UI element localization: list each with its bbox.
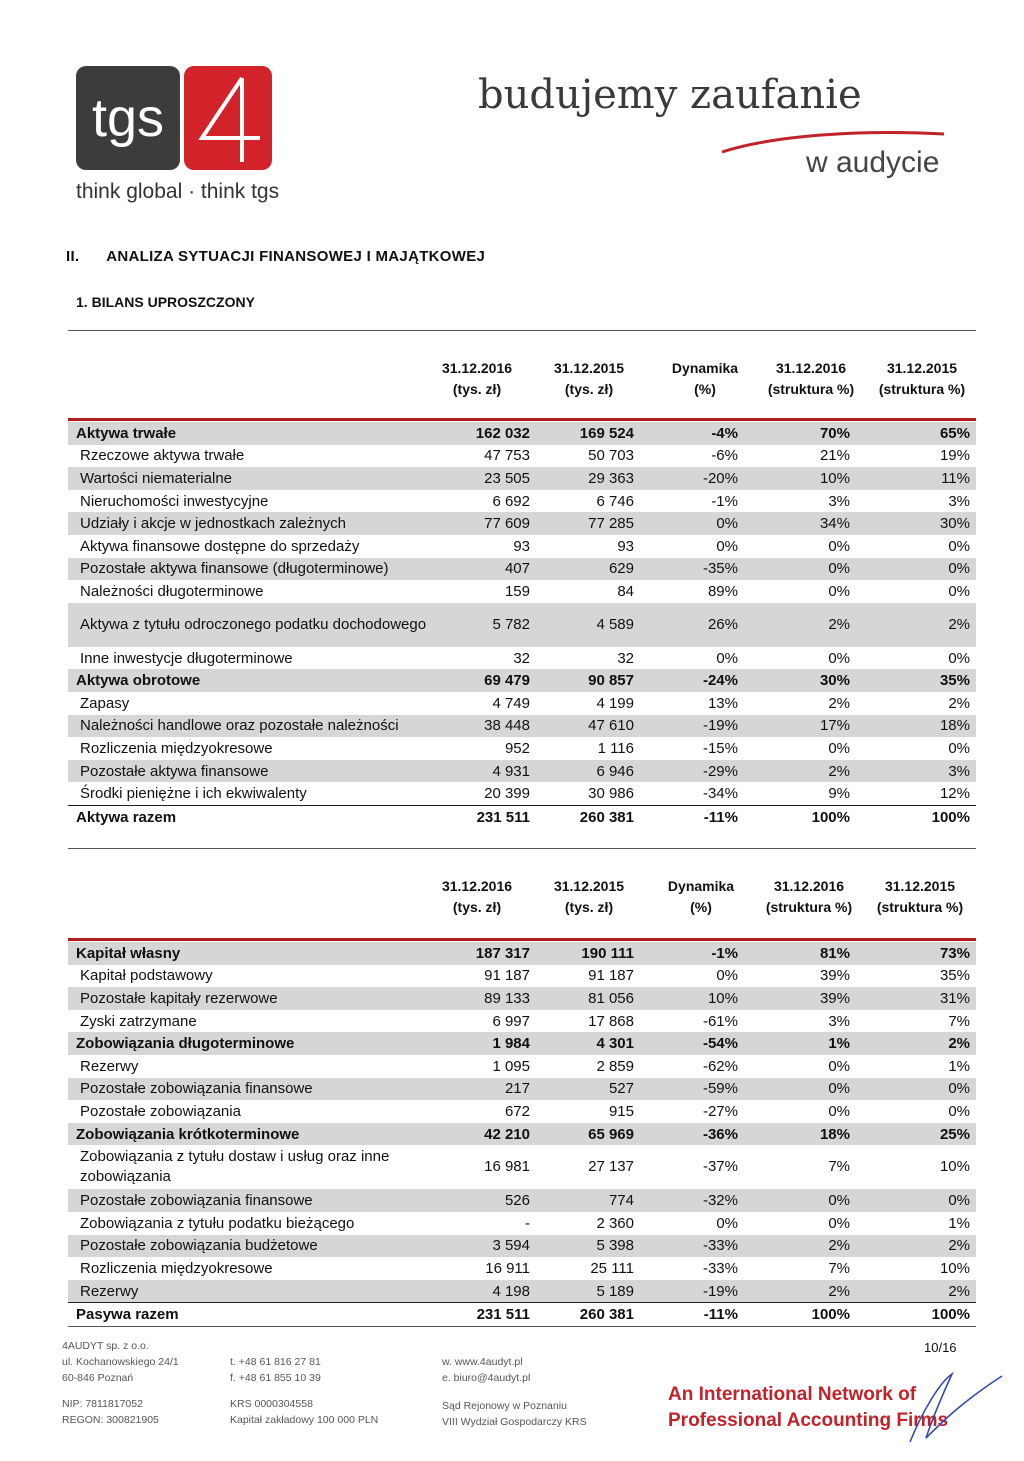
row-value: 18% bbox=[744, 1123, 856, 1146]
row-label: Zyski zatrzymane bbox=[80, 1012, 197, 1030]
row-value: 16 981 bbox=[484, 1158, 530, 1176]
table-row bbox=[68, 1145, 976, 1189]
row-value: 31% bbox=[856, 987, 976, 1010]
row-value: -32% bbox=[640, 1189, 744, 1212]
footer-divider bbox=[68, 1326, 976, 1327]
row-value: 73% bbox=[856, 942, 976, 965]
row-value: 20 399 bbox=[484, 785, 530, 803]
row-value: 30 986 bbox=[588, 785, 634, 803]
row-value: 0% bbox=[948, 739, 970, 757]
row-value: 0% bbox=[948, 649, 970, 667]
row-value: 0% bbox=[828, 649, 850, 667]
signature-icon bbox=[892, 1362, 1012, 1452]
footer-phone: t. +48 61 816 27 81 f. +48 61 855 10 39 bbox=[230, 1356, 321, 1384]
row-label: Wartości niematerialne bbox=[68, 467, 446, 490]
column-header: 31.12.2016 (tys. zł) bbox=[441, 878, 513, 915]
table-row bbox=[68, 805, 976, 828]
row-label: Rezerwy bbox=[80, 1057, 139, 1075]
row-value: 77 609 bbox=[446, 512, 536, 535]
row-value: 0% bbox=[716, 967, 738, 985]
row-value: 6 746 bbox=[596, 492, 634, 510]
logo-four-box bbox=[184, 66, 272, 170]
slogan: budujemy zaufanie bbox=[478, 72, 862, 118]
row-value: 11% bbox=[856, 467, 976, 490]
row-value: 81 056 bbox=[536, 987, 640, 1010]
slogan-subtitle: w audycie bbox=[806, 146, 940, 179]
assets-table bbox=[68, 422, 976, 829]
row-value: 2% bbox=[744, 760, 856, 783]
row-value: 3% bbox=[828, 1012, 850, 1030]
row-label: Aktywa finansowe dostępne do sprzedaży bbox=[80, 537, 360, 555]
row-value: -19% bbox=[640, 1280, 744, 1303]
row-value: 0% bbox=[948, 537, 970, 555]
table-row bbox=[68, 580, 976, 603]
row-value: -33% bbox=[702, 1259, 738, 1277]
tgs4-logo bbox=[76, 66, 272, 178]
table-row bbox=[68, 1055, 976, 1078]
row-value: -37% bbox=[702, 1158, 738, 1176]
row-value: 4 589 bbox=[536, 603, 640, 647]
footer-court: Sąd Rejonowy w Poznaniu VIII Wydział Gospodarczy KRS bbox=[442, 1400, 587, 1428]
footer-company: 4AUDYT sp. z o.o. ul. Kochanowskiego 24/1 60-846 Poznań bbox=[62, 1340, 179, 1384]
row-value: 30% bbox=[856, 512, 976, 535]
table-row bbox=[68, 490, 976, 513]
row-value: 34% bbox=[744, 512, 856, 535]
row-value: 527 bbox=[536, 1078, 640, 1101]
row-value: 5 189 bbox=[536, 1280, 640, 1303]
row-value: 65 969 bbox=[536, 1123, 640, 1146]
table-row bbox=[68, 647, 976, 670]
row-value: 39% bbox=[819, 967, 850, 985]
row-value: 2% bbox=[856, 1235, 976, 1258]
row-value: -36% bbox=[640, 1123, 744, 1146]
row-value: 91 187 bbox=[588, 967, 634, 985]
section-number: II. bbox=[66, 248, 80, 265]
table-row bbox=[68, 558, 976, 581]
table-row bbox=[68, 1257, 976, 1280]
row-label: Aktywa razem bbox=[68, 805, 446, 828]
row-value: 2% bbox=[744, 1280, 856, 1303]
logo-tgs-box bbox=[76, 66, 180, 170]
column-header: 31.12.2015 (tys. zł) bbox=[553, 360, 625, 397]
row-value: 0% bbox=[828, 1057, 850, 1075]
row-value: 1 116 bbox=[597, 739, 634, 757]
row-label: Inne inwestycje długoterminowe bbox=[80, 649, 293, 667]
row-value: 3% bbox=[856, 760, 976, 783]
row-label: Kapitał własny bbox=[68, 942, 446, 965]
row-value: 4 199 bbox=[596, 694, 634, 712]
row-value: 5 398 bbox=[536, 1235, 640, 1258]
table-row bbox=[68, 987, 976, 1010]
section-heading bbox=[66, 248, 485, 265]
row-value: 10% bbox=[939, 1158, 970, 1176]
row-value: 2% bbox=[856, 1032, 976, 1055]
row-value: 7% bbox=[828, 1259, 850, 1277]
row-value: 0% bbox=[828, 739, 850, 757]
row-value: 169 524 bbox=[536, 422, 640, 445]
row-value: 0% bbox=[828, 582, 850, 600]
row-value: -61% bbox=[702, 1012, 738, 1030]
row-value: 187 317 bbox=[446, 942, 536, 965]
row-value: 47 753 bbox=[484, 447, 530, 465]
row-value: 162 032 bbox=[446, 422, 536, 445]
row-value: 4 931 bbox=[446, 760, 536, 783]
row-value: 1% bbox=[948, 1214, 970, 1232]
row-value: 12% bbox=[939, 785, 970, 803]
table-row bbox=[68, 603, 976, 647]
table-row bbox=[68, 760, 976, 783]
row-value: 4 301 bbox=[536, 1032, 640, 1055]
row-value: 0% bbox=[828, 537, 850, 555]
row-value: -27% bbox=[702, 1102, 738, 1120]
column-header: 31.12.2015 (struktura %) bbox=[876, 878, 964, 915]
row-label: Pozostałe kapitały rezerwowe bbox=[68, 987, 446, 1010]
row-value: 21% bbox=[819, 447, 850, 465]
row-value: 260 381 bbox=[536, 1303, 640, 1326]
row-value: 30% bbox=[744, 669, 856, 692]
row-value: 3 594 bbox=[446, 1235, 536, 1258]
table-row bbox=[68, 1189, 976, 1212]
row-label: Aktywa obrotowe bbox=[68, 669, 446, 692]
row-value: -33% bbox=[640, 1235, 744, 1258]
row-value: -15% bbox=[702, 739, 738, 757]
row-value: 2 360 bbox=[596, 1214, 634, 1232]
row-label: Zobowiązania z tytułu podatku bieżącego bbox=[80, 1214, 355, 1232]
row-label: Pozostałe zobowiązania budżetowe bbox=[68, 1235, 446, 1258]
row-value: -59% bbox=[640, 1078, 744, 1101]
column-header: 31.12.2015 (struktura %) bbox=[878, 360, 966, 397]
row-value: -1% bbox=[711, 492, 738, 510]
row-value: 2% bbox=[856, 1280, 976, 1303]
row-value: 89% bbox=[707, 582, 738, 600]
row-label: Pasywa razem bbox=[68, 1303, 446, 1326]
row-value: 0% bbox=[744, 1078, 856, 1101]
table-row bbox=[68, 669, 976, 692]
row-value: 0% bbox=[948, 1102, 970, 1120]
table-row bbox=[68, 1303, 976, 1326]
row-value: 0% bbox=[716, 537, 738, 555]
row-value: 0% bbox=[744, 558, 856, 581]
row-value: 13% bbox=[707, 694, 738, 712]
row-value: 231 511 bbox=[446, 1303, 536, 1326]
row-value: 25 111 bbox=[590, 1259, 634, 1277]
row-value: 2% bbox=[744, 1235, 856, 1258]
row-value: 1% bbox=[948, 1057, 970, 1075]
row-value: -35% bbox=[640, 558, 744, 581]
row-value: 25% bbox=[856, 1123, 976, 1146]
row-label: Rozliczenia międzyokresowe bbox=[80, 739, 273, 757]
row-value: 3% bbox=[828, 492, 850, 510]
row-value: -29% bbox=[640, 760, 744, 783]
row-value: 4 198 bbox=[446, 1280, 536, 1303]
table-row bbox=[68, 737, 976, 760]
row-value: 159 bbox=[504, 582, 530, 600]
row-value: 0% bbox=[856, 558, 976, 581]
row-value: -54% bbox=[640, 1032, 744, 1055]
row-value: 42 210 bbox=[446, 1123, 536, 1146]
row-value: 7% bbox=[948, 1012, 970, 1030]
row-value: 27 137 bbox=[588, 1158, 634, 1176]
row-label: Zobowiązania krótkoterminowe bbox=[68, 1123, 446, 1146]
row-value: 32 bbox=[617, 649, 634, 667]
row-value: 100% bbox=[744, 1303, 856, 1326]
row-value: 91 187 bbox=[484, 967, 530, 985]
row-value: 231 511 bbox=[446, 805, 536, 828]
row-value: 69 479 bbox=[446, 669, 536, 692]
footer-ids: NIP: 7811817052 REGON: 300821905 bbox=[62, 1398, 159, 1426]
row-value: -11% bbox=[640, 1303, 744, 1326]
row-value: 23 505 bbox=[446, 467, 536, 490]
row-value: 84 bbox=[617, 582, 634, 600]
table-row bbox=[68, 782, 976, 805]
row-label: Zobowiązania długoterminowe bbox=[68, 1032, 446, 1055]
row-value: 0% bbox=[716, 649, 738, 667]
table-row bbox=[68, 1032, 976, 1055]
row-value: -1% bbox=[640, 942, 744, 965]
row-label: Aktywa trwałe bbox=[68, 422, 446, 445]
page-number: 10/16 bbox=[924, 1340, 957, 1355]
row-value: 0% bbox=[828, 1102, 850, 1120]
table-row bbox=[68, 445, 976, 468]
row-value: 1 984 bbox=[446, 1032, 536, 1055]
table-row bbox=[68, 942, 976, 965]
column-header: Dynamika (%) bbox=[671, 360, 739, 397]
table-row bbox=[68, 1235, 976, 1258]
subsection-heading bbox=[76, 294, 255, 310]
row-value: 29 363 bbox=[536, 467, 640, 490]
row-value: -11% bbox=[640, 805, 744, 828]
row-value: 32 bbox=[513, 649, 530, 667]
row-value: 6 946 bbox=[536, 760, 640, 783]
row-value: 70% bbox=[744, 422, 856, 445]
row-value: 100% bbox=[744, 805, 856, 828]
row-value: 93 bbox=[513, 537, 530, 555]
row-value: -6% bbox=[711, 447, 738, 465]
table-row bbox=[68, 535, 976, 558]
row-value: 0% bbox=[856, 1189, 976, 1212]
divider bbox=[68, 330, 976, 331]
row-value: 0% bbox=[716, 1214, 738, 1232]
row-label: Zobowiązania z tytułu dostaw i usług oraz inne zobowiązania bbox=[80, 1148, 390, 1186]
table-row bbox=[68, 1280, 976, 1303]
row-label: Rezerwy bbox=[68, 1280, 446, 1303]
row-value: 5 782 bbox=[446, 603, 536, 647]
row-value: 89 133 bbox=[446, 987, 536, 1010]
row-value: -62% bbox=[702, 1057, 738, 1075]
row-value: 16 911 bbox=[485, 1259, 530, 1277]
row-value: 0% bbox=[948, 582, 970, 600]
row-value: 0% bbox=[856, 1078, 976, 1101]
footer-krs: KRS 0000304558 Kapitał zakładowy 100 000 PLN bbox=[230, 1398, 379, 1426]
row-value: 93 bbox=[617, 537, 634, 555]
subsection-title: BILANS UPROSZCZONY bbox=[91, 294, 255, 310]
row-label: Kapitał podstawowy bbox=[80, 967, 213, 985]
row-value: 952 bbox=[504, 739, 530, 757]
table-row bbox=[68, 1078, 976, 1101]
row-label: Pozostałe aktywa finansowe bbox=[68, 760, 446, 783]
row-value: 629 bbox=[536, 558, 640, 581]
row-value: 9% bbox=[828, 785, 850, 803]
row-value: 0% bbox=[640, 512, 744, 535]
row-value: 1% bbox=[744, 1032, 856, 1055]
row-value: 35% bbox=[856, 669, 976, 692]
table-top-rule bbox=[68, 938, 976, 941]
logo-text: tgs bbox=[91, 88, 165, 148]
row-label: Środki pieniężne i ich ekwiwalenty bbox=[80, 785, 307, 803]
row-value: 17 868 bbox=[588, 1012, 634, 1030]
network-tagline: An International Network of Professional Accounting Firms bbox=[668, 1384, 949, 1431]
row-value: 10% bbox=[744, 467, 856, 490]
row-value: 2 859 bbox=[596, 1057, 634, 1075]
row-value: 19% bbox=[939, 447, 970, 465]
row-value: -4% bbox=[640, 422, 744, 445]
row-value: 672 bbox=[504, 1102, 530, 1120]
table-row bbox=[68, 1123, 976, 1146]
row-value: 7% bbox=[828, 1158, 850, 1176]
row-value: 18% bbox=[856, 715, 976, 738]
subsection-number: 1. bbox=[76, 294, 88, 310]
row-value: 0% bbox=[744, 1189, 856, 1212]
liabilities-table bbox=[68, 942, 976, 1326]
row-value: -24% bbox=[640, 669, 744, 692]
row-value: 6 692 bbox=[492, 492, 530, 510]
row-value: 2% bbox=[828, 694, 850, 712]
table-row bbox=[68, 715, 976, 738]
row-value: 47 610 bbox=[536, 715, 640, 738]
row-value: -19% bbox=[640, 715, 744, 738]
row-label: Należności długoterminowe bbox=[80, 582, 264, 600]
table-row bbox=[68, 692, 976, 715]
row-value: 77 285 bbox=[536, 512, 640, 535]
row-label: Pozostałe aktywa finansowe (długoterminowe) bbox=[68, 558, 446, 581]
row-value: -34% bbox=[702, 785, 738, 803]
row-value: 81% bbox=[744, 942, 856, 965]
table-row bbox=[68, 965, 976, 988]
row-label: Rozliczenia międzyokresowe bbox=[80, 1259, 273, 1277]
table-row bbox=[68, 1100, 976, 1123]
column-header: 31.12.2015 (tys. zł) bbox=[553, 878, 625, 915]
row-value: 100% bbox=[856, 1303, 976, 1326]
row-value: 0% bbox=[828, 1214, 850, 1232]
row-value: 190 111 bbox=[536, 942, 640, 965]
row-value: 260 381 bbox=[536, 805, 640, 828]
row-value: -20% bbox=[640, 467, 744, 490]
row-value: 407 bbox=[446, 558, 536, 581]
section-title: ANALIZA SYTUACJI FINANSOWEJ I MAJĄTKOWEJ bbox=[106, 248, 486, 265]
column-header: 31.12.2016 (struktura %) bbox=[767, 360, 855, 397]
row-value: 2% bbox=[948, 694, 970, 712]
row-value: 10% bbox=[640, 987, 744, 1010]
logo-tagline: think global · think tgs bbox=[76, 180, 280, 203]
row-value: 4 749 bbox=[492, 694, 530, 712]
column-header: 31.12.2016 (struktura %) bbox=[765, 878, 853, 915]
table-row bbox=[68, 467, 976, 490]
row-value: 38 448 bbox=[446, 715, 536, 738]
row-value: 26% bbox=[640, 603, 744, 647]
row-value: 1 095 bbox=[492, 1057, 530, 1075]
row-value: 526 bbox=[446, 1189, 536, 1212]
table-row bbox=[68, 1212, 976, 1235]
row-value: 100% bbox=[856, 805, 976, 828]
table-row bbox=[68, 1010, 976, 1033]
footer-web: w. www.4audyt.pl e. biuro@4audyt.pl bbox=[442, 1356, 531, 1384]
table-top-rule bbox=[68, 418, 976, 421]
row-label: Należności handlowe oraz pozostałe należności bbox=[68, 715, 446, 738]
row-value: 10% bbox=[939, 1259, 970, 1277]
row-value: 39% bbox=[744, 987, 856, 1010]
row-value: - bbox=[525, 1214, 530, 1232]
four-glyph-icon bbox=[184, 66, 272, 170]
row-label: Pozostałe zobowiązania finansowe bbox=[68, 1078, 446, 1101]
row-label: Rzeczowe aktywa trwałe bbox=[80, 447, 245, 465]
row-label: Udziały i akcje w jednostkach zależnych bbox=[68, 512, 446, 535]
row-value: 774 bbox=[536, 1189, 640, 1212]
row-label: Zapasy bbox=[80, 694, 130, 712]
table-row bbox=[68, 422, 976, 445]
row-value: 50 703 bbox=[588, 447, 634, 465]
column-header: 31.12.2016 (tys. zł) bbox=[441, 360, 513, 397]
row-label: Pozostałe zobowiązania finansowe bbox=[68, 1189, 446, 1212]
table-row bbox=[68, 512, 976, 535]
divider bbox=[68, 848, 976, 849]
row-value: 2% bbox=[856, 603, 976, 647]
row-value: 6 997 bbox=[492, 1012, 530, 1030]
row-value: 3% bbox=[948, 492, 970, 510]
column-header: Dynamika (%) bbox=[667, 878, 735, 915]
row-value: 65% bbox=[856, 422, 976, 445]
row-value: 2% bbox=[744, 603, 856, 647]
row-value: 35% bbox=[939, 967, 970, 985]
row-label: Aktywa z tytułu odroczonego podatku dochodowego bbox=[68, 603, 446, 647]
row-value: 217 bbox=[446, 1078, 536, 1101]
row-value: 915 bbox=[608, 1102, 634, 1120]
row-label: Nieruchomości inwestycyjne bbox=[80, 492, 269, 510]
row-label: Pozostałe zobowiązania bbox=[80, 1102, 241, 1120]
row-value: 17% bbox=[744, 715, 856, 738]
row-value: 90 857 bbox=[536, 669, 640, 692]
